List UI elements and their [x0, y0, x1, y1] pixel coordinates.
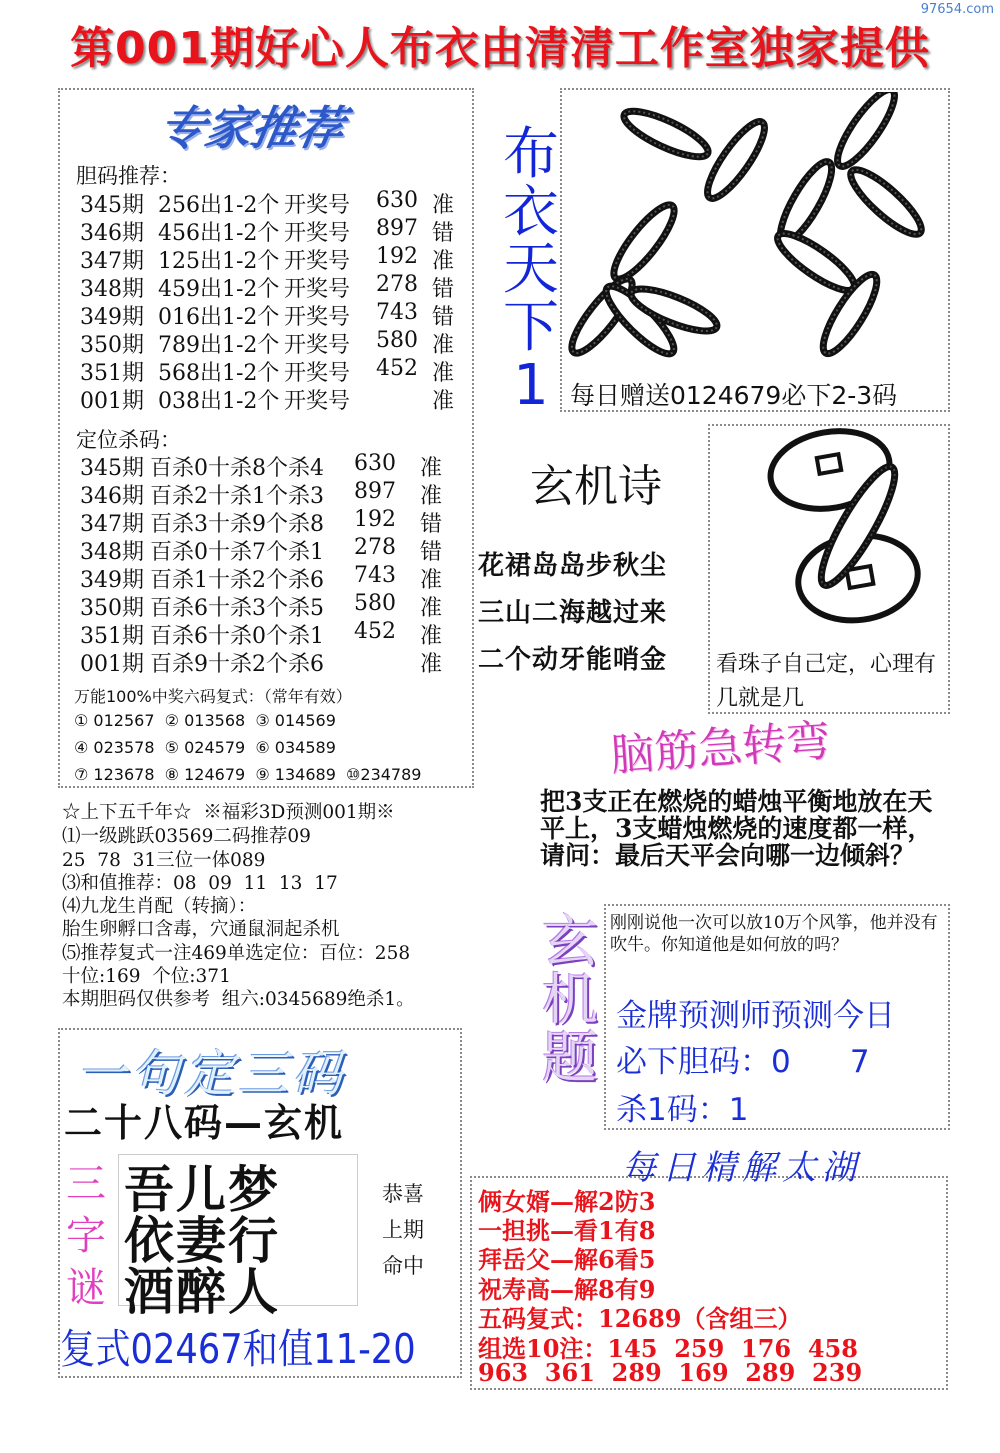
- predict-line: 25 78 31三位一体089: [62, 850, 266, 871]
- congrats-text: 命中: [382, 1254, 424, 1278]
- congrats-text: 恭喜: [382, 1182, 424, 1206]
- combo-row: ④ 023578 ⑤ 024579 ⑥ 034589: [74, 738, 336, 757]
- predict-line: 十位:169 个位:371: [62, 966, 231, 987]
- three-char-riddle-label: 三 字 谜: [66, 1161, 106, 1311]
- riddle-vertical-title: 玄 机 题: [542, 910, 598, 1091]
- taihu-line: 俩女婿—解2防3: [478, 1187, 656, 1216]
- predict-line: 胎生卵孵口含毒，穴通鼠洞起杀机: [62, 919, 340, 940]
- bead-caption: 看珠子自己定，心理有几就是几: [716, 652, 937, 711]
- poem-line: 二个动牙能哨金: [478, 645, 668, 675]
- predict-line: ⑸推荐复式一注469单选定位：百位：258: [62, 943, 411, 964]
- buyi-vertical-title: 布 衣 天 下 1: [503, 122, 559, 418]
- xuanji-poem-title: 玄机诗: [530, 461, 662, 512]
- poem-line: 花裙岛岛步秋尘: [478, 551, 668, 581]
- predict-line: ⑴一级跳跃03569二码推荐09: [62, 826, 311, 847]
- page-title: 第001期好心人布衣由清清工作室独家提供: [70, 23, 930, 74]
- taihu-line: 五码复式：12689（含组三）: [478, 1304, 802, 1333]
- combo-row: ① 012567 ② 013568 ③ 014569: [74, 711, 336, 730]
- number-25-bead-illustration: [566, 92, 946, 372]
- poem-line: 三山二海越过来: [478, 598, 668, 628]
- predict-line: ⑷九龙生肖配（转摘）：: [62, 896, 257, 917]
- riddle-line: 依妻行: [124, 1211, 280, 1270]
- taihu-line: 祝寿高—解8有9: [478, 1275, 656, 1304]
- code28-line: 二十八码—玄机: [64, 1101, 345, 1145]
- predict-line: ⑶和值推荐：08 09 11 13 17: [62, 873, 338, 894]
- gold-kill-line: 杀1码：1: [616, 1092, 749, 1128]
- expert-recommend-heading: 专家推荐: [154, 101, 349, 155]
- dan-label: 胆码推荐：: [76, 164, 181, 188]
- fushi-sum-line: 复式02467和值11-20: [60, 1325, 416, 1373]
- taihu-line: 组选10注：145 259 176 458: [478, 1334, 858, 1363]
- gold-dan-line: 必下胆码：0 7: [616, 1044, 870, 1080]
- congrats-text: 上期: [382, 1218, 424, 1242]
- combo-label: 万能100%中奖六码复式：（常年有效）: [74, 687, 352, 706]
- riddle-text: 刚刚说他一次可以放10万个风筝，他并没有吹牛。你知道他是如何放的吗？: [610, 913, 938, 955]
- site-watermark: 97654.com: [920, 2, 994, 17]
- taihu-line: 963 361 289 169 289 239: [478, 1358, 863, 1387]
- predict-line: ☆上下五千年☆ ※福彩3D预测001期※: [62, 802, 395, 823]
- gold-predict-line: 金牌预测师预测今日: [616, 998, 895, 1034]
- one-phrase-title: 一句定三码: [76, 1045, 346, 1103]
- brain-teaser-question: 把3支正在燃烧的蜡烛平衡地放在天平上，3支蜡烛燃烧的速度都一样，请问：最后天平会向哪一边倾斜？: [540, 787, 933, 870]
- brain-teaser-title: 脑筋急转弯: [608, 715, 832, 782]
- taihu-line: 拜岳父—解6看5: [478, 1245, 656, 1274]
- daily-gift-line: 每日赠送0124679必下2-3码: [570, 381, 898, 410]
- riddle-line: 酒醉人: [124, 1262, 280, 1321]
- taihu-title: 每日精解太湖: [622, 1148, 862, 1188]
- coins-bead-illustration: [740, 428, 950, 644]
- riddle-line: 吾儿梦: [124, 1160, 280, 1219]
- kill-label: 定位杀码：: [76, 428, 181, 452]
- combo-row: ⑦ 123678 ⑧ 124679 ⑨ 134689 ⑩234789: [74, 765, 422, 784]
- taihu-line: 一担挑—看1有8: [478, 1216, 656, 1245]
- predict-line: 本期胆码仅供参考 组六:0345689绝杀1。: [62, 989, 415, 1010]
